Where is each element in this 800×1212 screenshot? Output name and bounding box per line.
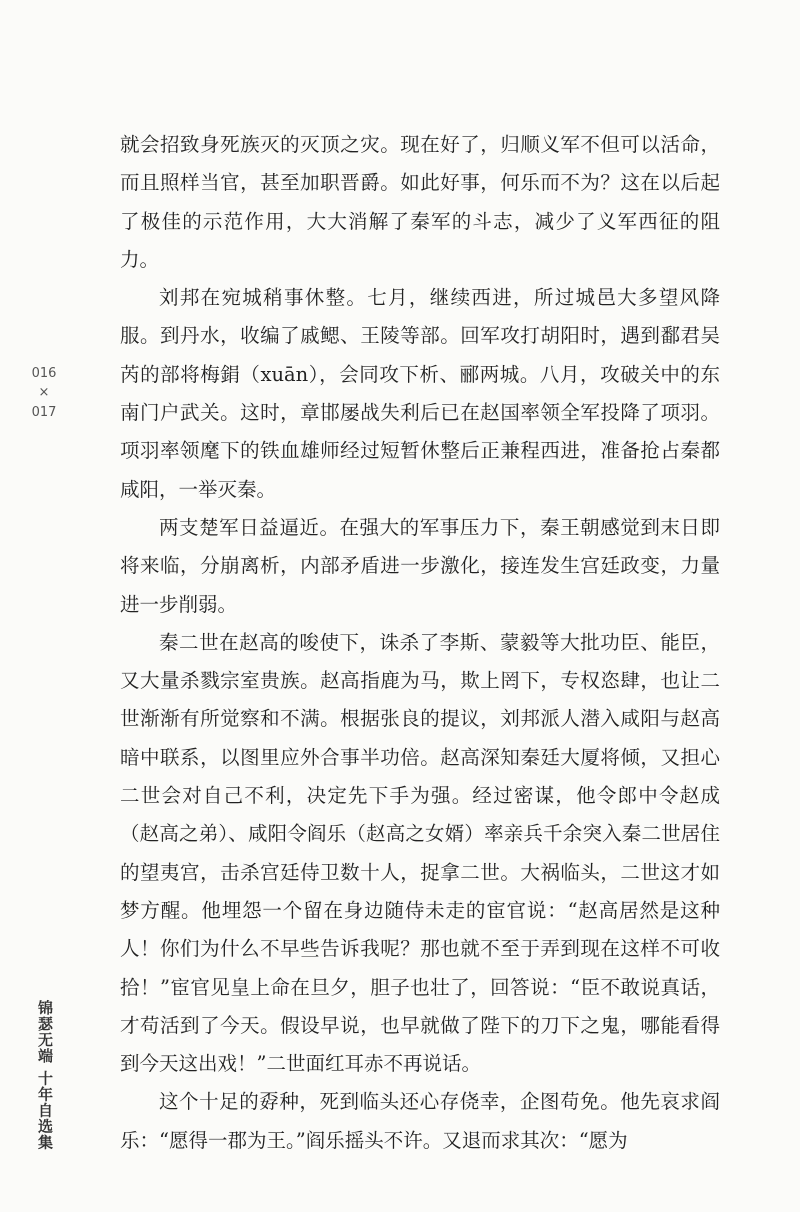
book-title: 锦瑟无端 十年自选集 xyxy=(36,1000,54,1151)
paragraph: 秦二世在赵高的唆使下，诛杀了李斯、蒙毅等大批功臣、能臣，又大量杀戮宗室贵族。赵高指鹿为马，欺上罔下，专权恣肆，也让二世渐渐有所觉察和不满。根据张良的提议，刘邦派人潜入咸阳与赵高暗中联系，以图里应外合事半功倍。赵高深知秦廷大厦将倾，又担心二世会对自己不利，决定先下手为强。经过密谋，他令郎中令赵成（赵高之弟）、咸阳令阎乐（赵高之女婿）率亲兵千余突入秦二世居住的望夷宫，击杀宫廷侍卫数十人，捉拿二世。大祸临头，二世这才如梦方醒。他埋怨一个留在身边随侍未走的宦官说：“赵高居然是这种人！你们为什么不早些告诉我呢？那也就不至于弄到现在这样不可收拾！”宦官见皇上命在旦夕，胆子也壮了，回答说：“臣不敢说真话，才苟活到了今天。假设早说，也早就做了陛下的刀下之鬼，哪能看得到今天这出戏！”二世面红耳赤不再说话。 xyxy=(120,630,720,1076)
paragraph: 就会招致身死族灭的灭顶之灾。现在好了，归顺义军不但可以活命，而且照样当官，甚至加职晋爵。如此好事，何乐而不为？这在以后起了极佳的示范作用，大大消解了秦军的斗志，减少了义军西征的阻力。 xyxy=(120,133,720,271)
page-number-right: 017 xyxy=(31,405,57,420)
page-number-left: 016 xyxy=(31,366,57,381)
paragraph: 两支楚军日益逼近。在强大的军事压力下，秦王朝感觉到末日即将来临，分崩离析，内部矛盾进一步激化，接连发生宫廷政变，力量进一步削弱。 xyxy=(120,515,720,616)
body-text xyxy=(120,126,720,1160)
paragraph: 这个十足的孬种，死到临头还心存侥幸，企图苟免。他先哀求阎乐：“愿得一郡为王。”阎乐摇头不许。又退而求其次：“愿为 xyxy=(120,1090,720,1152)
page-number-separator: × xyxy=(38,385,50,400)
paragraph: 刘邦在宛城稍事休整。七月，继续西进，所过城邑大多望风降服。到丹水，收编了戚鳃、王陵等部。回军攻打胡阳时，遇到鄱君吴芮的部将梅鋗（xuān），会同攻下析、郦两城。八月，攻破关中的东南门户武关。这时，章邯屡战失利后已在赵国率领全军投降了项羽。项羽率领麾下的铁血雄师经过短暂休整后正兼程西进，准备抢占秦都咸阳，一举灭秦。 xyxy=(120,286,720,501)
